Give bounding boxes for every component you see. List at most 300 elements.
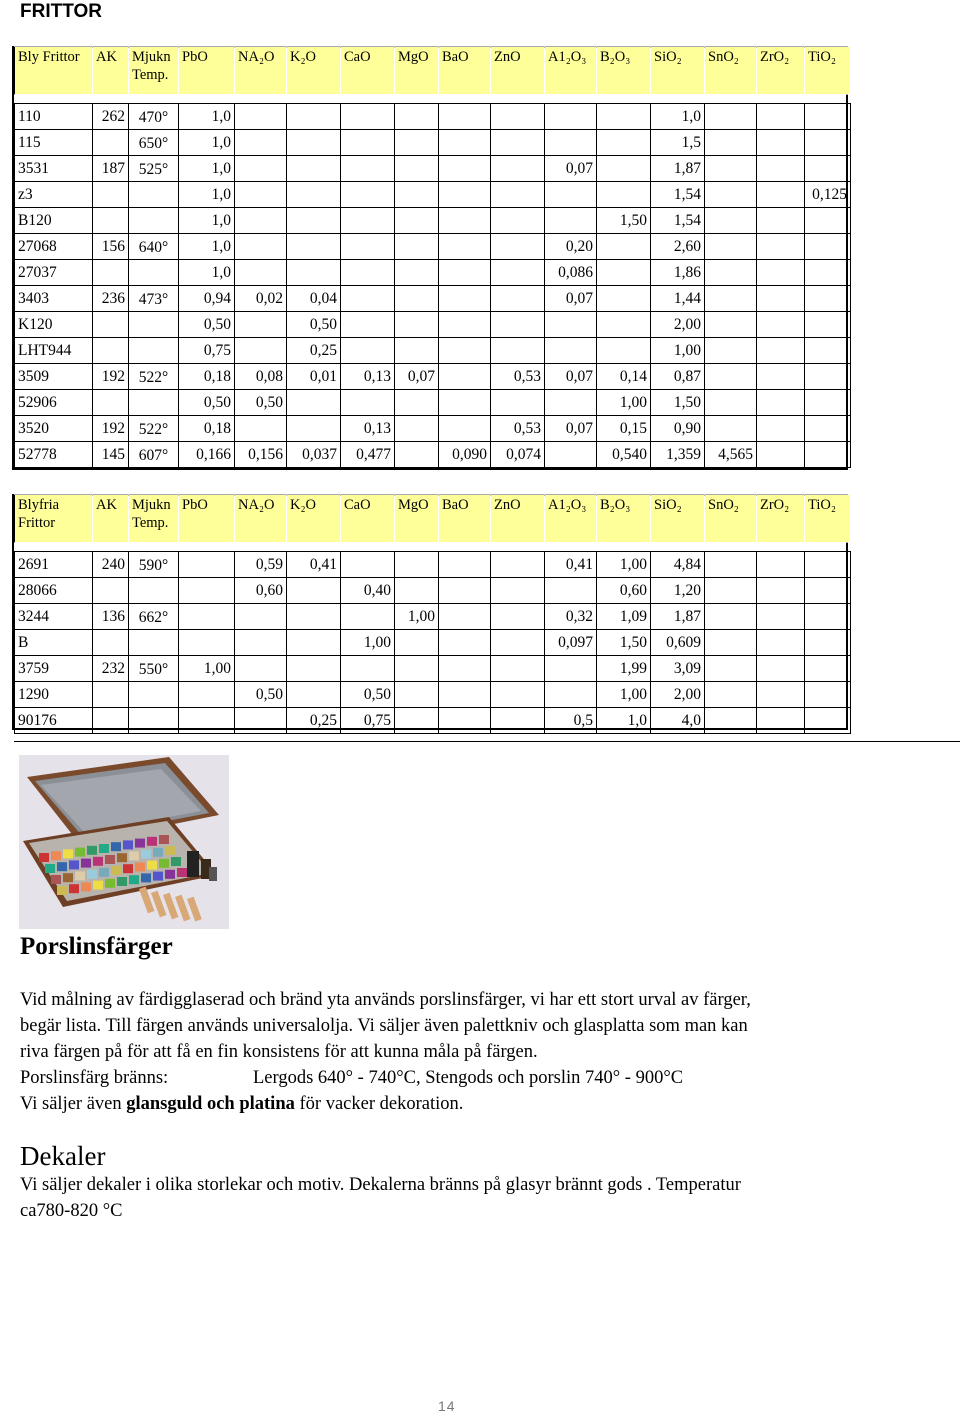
frit-code-cell: 1290 xyxy=(15,682,93,708)
column-header: SnO₂ xyxy=(705,495,757,543)
table-cell: 1,50 xyxy=(597,208,651,234)
column-header: NA₂O xyxy=(235,495,287,543)
table-cell xyxy=(545,682,597,708)
table-cell: 525° xyxy=(129,156,179,182)
table-cell xyxy=(395,312,439,338)
table-cell xyxy=(341,338,395,364)
column-header: BaO xyxy=(439,495,491,543)
table-cell: 240 xyxy=(93,552,129,578)
table-row xyxy=(15,578,851,604)
column-header: TiO₂ xyxy=(805,47,851,95)
column-header: Mjukn Temp. xyxy=(129,47,179,95)
table-cell xyxy=(757,286,805,312)
dekaler-paragraph xyxy=(20,1172,920,1224)
table-cell xyxy=(705,312,757,338)
column-header: AK xyxy=(93,47,129,95)
table-cell xyxy=(235,708,287,734)
table-cell xyxy=(491,208,545,234)
table-cell: 0,609 xyxy=(651,630,705,656)
table-cell: 1,00 xyxy=(395,604,439,630)
frit-code-cell: 52778 xyxy=(15,442,93,468)
color-well xyxy=(87,870,97,879)
table-cell xyxy=(597,286,651,312)
table-cell: 522° xyxy=(129,364,179,390)
table-cell xyxy=(597,156,651,182)
table-cell xyxy=(597,312,651,338)
table-cell xyxy=(805,156,851,182)
table-cell xyxy=(439,656,491,682)
table-cell xyxy=(395,656,439,682)
table-cell xyxy=(705,338,757,364)
frit-code-cell: 90176 xyxy=(15,708,93,734)
frit-code-cell: LHT944 xyxy=(15,338,93,364)
table-cell xyxy=(757,708,805,734)
table-cell xyxy=(805,552,851,578)
line5-text-a: Vi säljer även xyxy=(20,1094,127,1114)
color-well xyxy=(159,859,169,868)
table-cell: 0,60 xyxy=(235,578,287,604)
table-cell xyxy=(805,578,851,604)
table-cell xyxy=(341,552,395,578)
table-cell: 1,20 xyxy=(651,578,705,604)
table-cell: 0,50 xyxy=(287,312,341,338)
table-cell: 1,44 xyxy=(651,286,705,312)
table-cell: 0,01 xyxy=(287,364,341,390)
table-cell xyxy=(439,682,491,708)
table-cell: 0,14 xyxy=(597,364,651,390)
table-cell: 0,50 xyxy=(179,390,235,416)
table-cell xyxy=(705,604,757,630)
table-cell: 1,99 xyxy=(597,656,651,682)
frit-code-cell: 3509 xyxy=(15,364,93,390)
table-cell: 0,156 xyxy=(235,442,287,468)
table-cell xyxy=(757,416,805,442)
table-cell xyxy=(705,578,757,604)
table-cell xyxy=(287,656,341,682)
table-cell: 1,0 xyxy=(179,156,235,182)
table-cell xyxy=(705,286,757,312)
table-cell xyxy=(395,208,439,234)
table-cell: 0,60 xyxy=(597,578,651,604)
column-header: Blyfria Frittor xyxy=(15,495,93,543)
table-cell xyxy=(93,338,129,364)
table-cell xyxy=(395,442,439,468)
table-row xyxy=(15,442,851,468)
table-cell: 607° xyxy=(129,442,179,468)
table-cell: 0,097 xyxy=(545,630,597,656)
table-cell xyxy=(439,552,491,578)
table-cell xyxy=(491,234,545,260)
column-header: SiO₂ xyxy=(651,495,705,543)
table-cell xyxy=(341,182,395,208)
frit-code-cell: 3520 xyxy=(15,416,93,442)
table-cell xyxy=(395,234,439,260)
table-cell: 232 xyxy=(93,656,129,682)
table-cell xyxy=(129,390,179,416)
table-cell xyxy=(341,286,395,312)
table-cell xyxy=(439,390,491,416)
table-cell xyxy=(395,630,439,656)
table-cell: 470° xyxy=(129,104,179,130)
color-well xyxy=(81,882,91,891)
table-cell xyxy=(597,234,651,260)
table-row xyxy=(15,130,851,156)
table-cell: 1,50 xyxy=(651,390,705,416)
table-cell xyxy=(439,630,491,656)
table-cell xyxy=(757,312,805,338)
table-cell xyxy=(439,338,491,364)
column-header: MgO xyxy=(395,495,439,543)
table-cell xyxy=(129,338,179,364)
dekaler-line-1: Vi säljer dekaler i olika storlekar och motiv. Dekalerna bränns på glasyr brännt gods . Temperatur xyxy=(20,1175,741,1195)
table-cell xyxy=(757,338,805,364)
table-cell: 0,90 xyxy=(651,416,705,442)
color-well xyxy=(105,879,115,888)
table-cell: 0,32 xyxy=(545,604,597,630)
table-cell xyxy=(545,208,597,234)
column-header: CaO xyxy=(341,495,395,543)
table-cell xyxy=(395,390,439,416)
porslin-line-3: riva färgen på för att få en fin konsistens för att kunna måla på färgen. xyxy=(20,1042,538,1062)
table-cell xyxy=(93,260,129,286)
table-cell xyxy=(805,708,851,734)
frit-code-cell: 115 xyxy=(15,130,93,156)
table-cell xyxy=(757,364,805,390)
column-header: CaO xyxy=(341,47,395,95)
color-well xyxy=(177,868,187,877)
color-well xyxy=(165,846,175,855)
table-cell xyxy=(757,182,805,208)
table-cell xyxy=(395,130,439,156)
table-cell: 0,166 xyxy=(179,442,235,468)
table-cell: 0,50 xyxy=(235,390,287,416)
table-cell xyxy=(395,682,439,708)
table-cell: 1,54 xyxy=(651,182,705,208)
table-cell xyxy=(93,130,129,156)
table-cell xyxy=(597,130,651,156)
table-cell: 0,25 xyxy=(287,708,341,734)
table-cell xyxy=(491,604,545,630)
color-well xyxy=(135,839,145,848)
color-well xyxy=(93,881,103,890)
color-well xyxy=(135,862,145,871)
color-well xyxy=(153,872,163,881)
color-well xyxy=(117,877,127,886)
color-well xyxy=(63,849,73,858)
table-cell xyxy=(93,208,129,234)
column-header: B₂O₃ xyxy=(597,47,651,95)
table-cell: 1,54 xyxy=(651,208,705,234)
table-cell: 0,18 xyxy=(179,364,235,390)
table-cell xyxy=(757,208,805,234)
table-cell: 0,086 xyxy=(545,260,597,286)
table-row xyxy=(15,656,851,682)
table-cell: 0,5 xyxy=(545,708,597,734)
table-cell xyxy=(287,578,341,604)
table-cell xyxy=(805,364,851,390)
table-header-row xyxy=(15,47,851,95)
table-cell: 1,5 xyxy=(651,130,705,156)
table-cell: 192 xyxy=(93,416,129,442)
table-cell: 590° xyxy=(129,552,179,578)
column-header: PbO xyxy=(179,495,235,543)
color-well xyxy=(75,848,85,857)
table-cell: 1,87 xyxy=(651,156,705,182)
table-row xyxy=(15,234,851,260)
table-cell xyxy=(705,234,757,260)
color-well xyxy=(51,875,61,884)
table-cell: 0,07 xyxy=(545,286,597,312)
table-cell xyxy=(439,286,491,312)
dekaler-heading: Dekaler xyxy=(20,1141,106,1171)
paint-box-photo xyxy=(19,755,229,929)
table-cell: 1,00 xyxy=(597,682,651,708)
table-cell: 0,15 xyxy=(597,416,651,442)
table-cell xyxy=(235,182,287,208)
table-cell: 187 xyxy=(93,156,129,182)
table-cell xyxy=(341,234,395,260)
table-cell xyxy=(705,630,757,656)
table-cell xyxy=(235,630,287,656)
table-cell xyxy=(287,130,341,156)
table-cell: 2,00 xyxy=(651,682,705,708)
table-cell: 0,94 xyxy=(179,286,235,312)
table-row xyxy=(15,182,851,208)
color-well xyxy=(81,859,91,868)
table-cell: 1,00 xyxy=(651,338,705,364)
table-cell xyxy=(395,578,439,604)
table-cell: 145 xyxy=(93,442,129,468)
table-cell xyxy=(179,578,235,604)
frit-code-cell: 3403 xyxy=(15,286,93,312)
frit-code-cell: 3531 xyxy=(15,156,93,182)
color-well xyxy=(129,875,139,884)
table-cell: 1,0 xyxy=(651,104,705,130)
table-cell xyxy=(235,312,287,338)
frit-code-cell: 3759 xyxy=(15,656,93,682)
color-well xyxy=(105,855,115,864)
column-header: Mjukn Temp. xyxy=(129,495,179,543)
table-cell xyxy=(235,104,287,130)
table-cell: 1,0 xyxy=(179,104,235,130)
table-cell: 1,0 xyxy=(179,130,235,156)
column-header: ZnO xyxy=(491,495,545,543)
table-cell: 0,53 xyxy=(491,416,545,442)
table-cell: 2,00 xyxy=(651,312,705,338)
table-cell xyxy=(757,260,805,286)
table-cell xyxy=(805,630,851,656)
table-cell xyxy=(395,338,439,364)
table-cell: 0,125 xyxy=(805,182,851,208)
table-cell xyxy=(395,416,439,442)
table-cell: 236 xyxy=(93,286,129,312)
line5-text-b: för vacker dekoration. xyxy=(294,1094,464,1114)
table-cell xyxy=(287,156,341,182)
table-cell xyxy=(705,552,757,578)
table-cell: 1,87 xyxy=(651,604,705,630)
table-cell: 1,0 xyxy=(179,260,235,286)
table-cell xyxy=(439,312,491,338)
table-cell: 0,540 xyxy=(597,442,651,468)
table-cell: 0,40 xyxy=(341,578,395,604)
table-cell: 3,09 xyxy=(651,656,705,682)
table-cell: 522° xyxy=(129,416,179,442)
table-cell xyxy=(757,442,805,468)
table-cell: 1,00 xyxy=(597,390,651,416)
table-cell xyxy=(757,578,805,604)
table-cell xyxy=(439,208,491,234)
porslin-line-2: begär lista. Till färgen används universalolja. Vi säljer även palettkniv och glasplatta som man kan xyxy=(20,1016,748,1036)
table-cell xyxy=(439,130,491,156)
table-cell xyxy=(805,390,851,416)
table-cell xyxy=(805,656,851,682)
color-well xyxy=(147,861,157,870)
table-cell xyxy=(545,130,597,156)
table-cell xyxy=(705,182,757,208)
color-well xyxy=(159,835,169,844)
table-cell xyxy=(705,208,757,234)
table-cell xyxy=(545,390,597,416)
table-cell xyxy=(757,234,805,260)
color-well xyxy=(141,850,151,859)
table-cell xyxy=(93,312,129,338)
table-cell xyxy=(597,104,651,130)
table-row xyxy=(15,604,851,630)
table-cell xyxy=(491,682,545,708)
table-row xyxy=(15,208,851,234)
table-header-row xyxy=(15,495,851,543)
table-cell xyxy=(129,630,179,656)
table-cell xyxy=(805,286,851,312)
table-cell xyxy=(805,442,851,468)
table-cell xyxy=(179,552,235,578)
column-header: SiO₂ xyxy=(651,47,705,95)
table-cell: 0,037 xyxy=(287,442,341,468)
color-well xyxy=(93,857,103,866)
porslin-line-1: Vid målning av färdigglaserad och bränd yta används porslinsfärger, vi har ett stort urval av färger, xyxy=(20,990,751,1010)
table-cell xyxy=(439,604,491,630)
table-cell: 0,13 xyxy=(341,364,395,390)
table-cell xyxy=(287,604,341,630)
table-cell xyxy=(235,338,287,364)
table-cell xyxy=(757,552,805,578)
table-cell xyxy=(93,390,129,416)
color-well xyxy=(123,864,133,873)
table-cell: 0,20 xyxy=(545,234,597,260)
color-well xyxy=(171,857,181,866)
table-cell xyxy=(757,130,805,156)
color-well xyxy=(69,860,79,869)
table-cell: 192 xyxy=(93,364,129,390)
table-cell xyxy=(491,708,545,734)
table-cell xyxy=(705,390,757,416)
color-well xyxy=(117,853,127,862)
table-cell xyxy=(287,208,341,234)
table-cell xyxy=(597,338,651,364)
color-well xyxy=(39,853,49,862)
table-row xyxy=(15,104,851,130)
table-cell xyxy=(705,416,757,442)
color-well xyxy=(99,844,109,853)
table-cell xyxy=(705,682,757,708)
table-cell xyxy=(341,208,395,234)
table-cell xyxy=(705,130,757,156)
column-header: ZrO₂ xyxy=(757,495,805,543)
table-cell: 262 xyxy=(93,104,129,130)
spacer-row xyxy=(15,543,851,552)
table-cell: 0,41 xyxy=(545,552,597,578)
table-cell xyxy=(287,260,341,286)
table-cell xyxy=(757,604,805,630)
frit-code-cell: 110 xyxy=(15,104,93,130)
table-cell xyxy=(805,416,851,442)
page-number: 14 xyxy=(438,1398,456,1414)
table-cell: 1,0 xyxy=(179,234,235,260)
column-header: AK xyxy=(93,495,129,543)
column-header: A1₂O₃ xyxy=(545,495,597,543)
table-cell xyxy=(439,364,491,390)
table-cell xyxy=(129,208,179,234)
table-cell xyxy=(129,708,179,734)
frit-code-cell: 28066 xyxy=(15,578,93,604)
table-row xyxy=(15,260,851,286)
frit-code-cell: K120 xyxy=(15,312,93,338)
color-well xyxy=(57,862,67,871)
table-row xyxy=(15,364,851,390)
table-cell xyxy=(805,234,851,260)
table-cell xyxy=(545,338,597,364)
table-cell: 473° xyxy=(129,286,179,312)
blyfria-frittor-table xyxy=(14,494,851,734)
table-row xyxy=(15,682,851,708)
table-cell xyxy=(235,130,287,156)
color-well xyxy=(111,866,121,875)
table-cell xyxy=(491,286,545,312)
table-cell xyxy=(341,312,395,338)
table-cell: 0,25 xyxy=(287,338,341,364)
dekaler-line-2: ca780-820 °C xyxy=(20,1201,123,1221)
table-cell xyxy=(341,156,395,182)
table-cell xyxy=(235,604,287,630)
table-cell xyxy=(491,552,545,578)
table-cell xyxy=(93,578,129,604)
table-cell: 0,18 xyxy=(179,416,235,442)
table-cell xyxy=(93,630,129,656)
table-cell xyxy=(129,260,179,286)
table-cell xyxy=(395,260,439,286)
table-cell xyxy=(287,234,341,260)
table-cell: 0,13 xyxy=(341,416,395,442)
table-cell xyxy=(341,604,395,630)
table-cell: 4,84 xyxy=(651,552,705,578)
table-cell xyxy=(287,630,341,656)
color-well xyxy=(75,871,85,880)
table-cell xyxy=(757,390,805,416)
table-cell xyxy=(129,182,179,208)
porslin-line-4 xyxy=(20,1065,920,1091)
table-cell xyxy=(439,104,491,130)
table-cell xyxy=(757,630,805,656)
table-cell xyxy=(439,578,491,604)
color-well xyxy=(111,842,121,851)
frit-code-cell: B xyxy=(15,630,93,656)
table-cell xyxy=(805,208,851,234)
column-header: SnO₂ xyxy=(705,47,757,95)
table-cell xyxy=(235,234,287,260)
table-cell xyxy=(129,578,179,604)
frit-code-cell: 27068 xyxy=(15,234,93,260)
porslin-line-5 xyxy=(20,1091,920,1117)
